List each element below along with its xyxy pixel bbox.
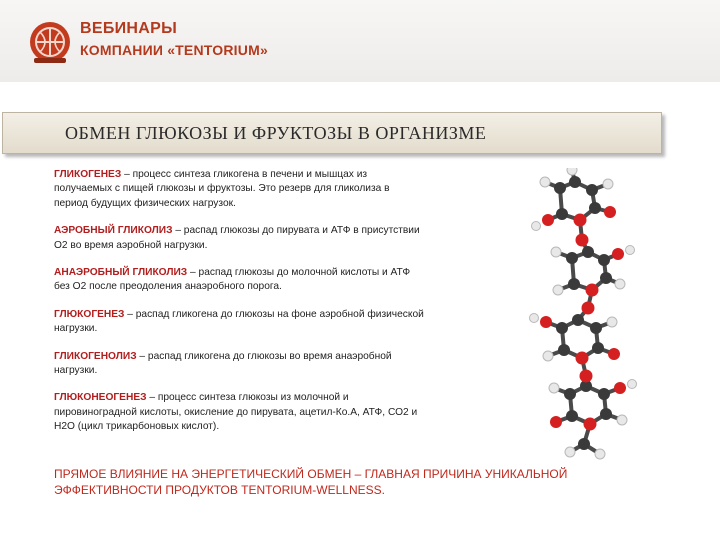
definition-text: – распад гликогена до глюкозы на фоне аэробной физической нагрузки. — [54, 308, 424, 335]
definition-term: ГЛИКОГЕНЕЗ — [54, 169, 122, 180]
definition-aerobic-glycolysis — [54, 224, 426, 253]
definition-gluconeogenesis — [54, 391, 426, 434]
definition-term: ГЛИКОГЕНОЛИЗ — [54, 350, 137, 362]
slide-title: ОБМЕН ГЛЮКОЗЫ И ФРУКТОЗЫ В ОРГАНИЗМЕ — [65, 123, 487, 143]
definition-glycogenesis — [54, 168, 426, 211]
logo-subtitle: КОМПАНИИ «TENTORIUM» — [80, 42, 268, 58]
header-band — [0, 0, 720, 82]
definition-term: ГЛЮКОГЕНЕЗ — [54, 308, 125, 320]
definition-text: – распад глюкозы до пирувата и АТФ в присутствии О2 во время аэробной нагрузки. — [54, 225, 420, 251]
definition-text: – распад гликогена до глюкозы во время анаэробной нагрузки. — [54, 350, 392, 377]
tentorium-globe-emblem-icon — [26, 18, 74, 66]
logo-title: ВЕБИНАРЫ — [80, 20, 178, 37]
definition-text: – процесс синтеза гликогена в печени и мышцах из получаемых с пищей глюкозы и фруктозы. Это резерв для гликолиза в период будущих физических нагрузок. — [54, 169, 390, 209]
definition-glycogenolysis — [54, 350, 426, 379]
title-bar — [2, 112, 662, 154]
definition-term: ГЛЮКОНЕОГЕНЕЗ — [54, 392, 147, 404]
closing-statement: ПРЯМОЕ ВЛИЯНИЕ НА ЭНЕРГЕТИЧЕСКИЙ ОБМЕН – ГЛАВНАЯ ПРИЧИНА УНИКАЛЬНОЙ ЭФФЕКТИВНОСТИ ПРОДУКТОВ TENTORIUM-WELLNESS. — [54, 467, 568, 497]
definition-term: АНАЭРОБНЫЙ ГЛИКОЛИЗ — [54, 267, 188, 279]
definition-text: – процесс синтеза глюкозы из молочной и пировиноградной кислоты, окисление до пирувата, ацетил-Ко.А, АТФ, СО2 и Н2О (цикл трикарбоновых кислот). — [54, 392, 418, 433]
glycogen-molecule-model-icon — [500, 168, 650, 468]
definition-text: – распад глюкозы до молочной кислоты и АТФ без О2 после преодоления анаэробного порога. — [54, 267, 411, 293]
definitions-list — [54, 168, 426, 448]
definition-term: АЭРОБНЫЙ ГЛИКОЛИЗ — [54, 225, 173, 237]
definition-glucogenesis — [54, 308, 426, 337]
definition-anaerobic-glycolysis — [54, 266, 426, 295]
